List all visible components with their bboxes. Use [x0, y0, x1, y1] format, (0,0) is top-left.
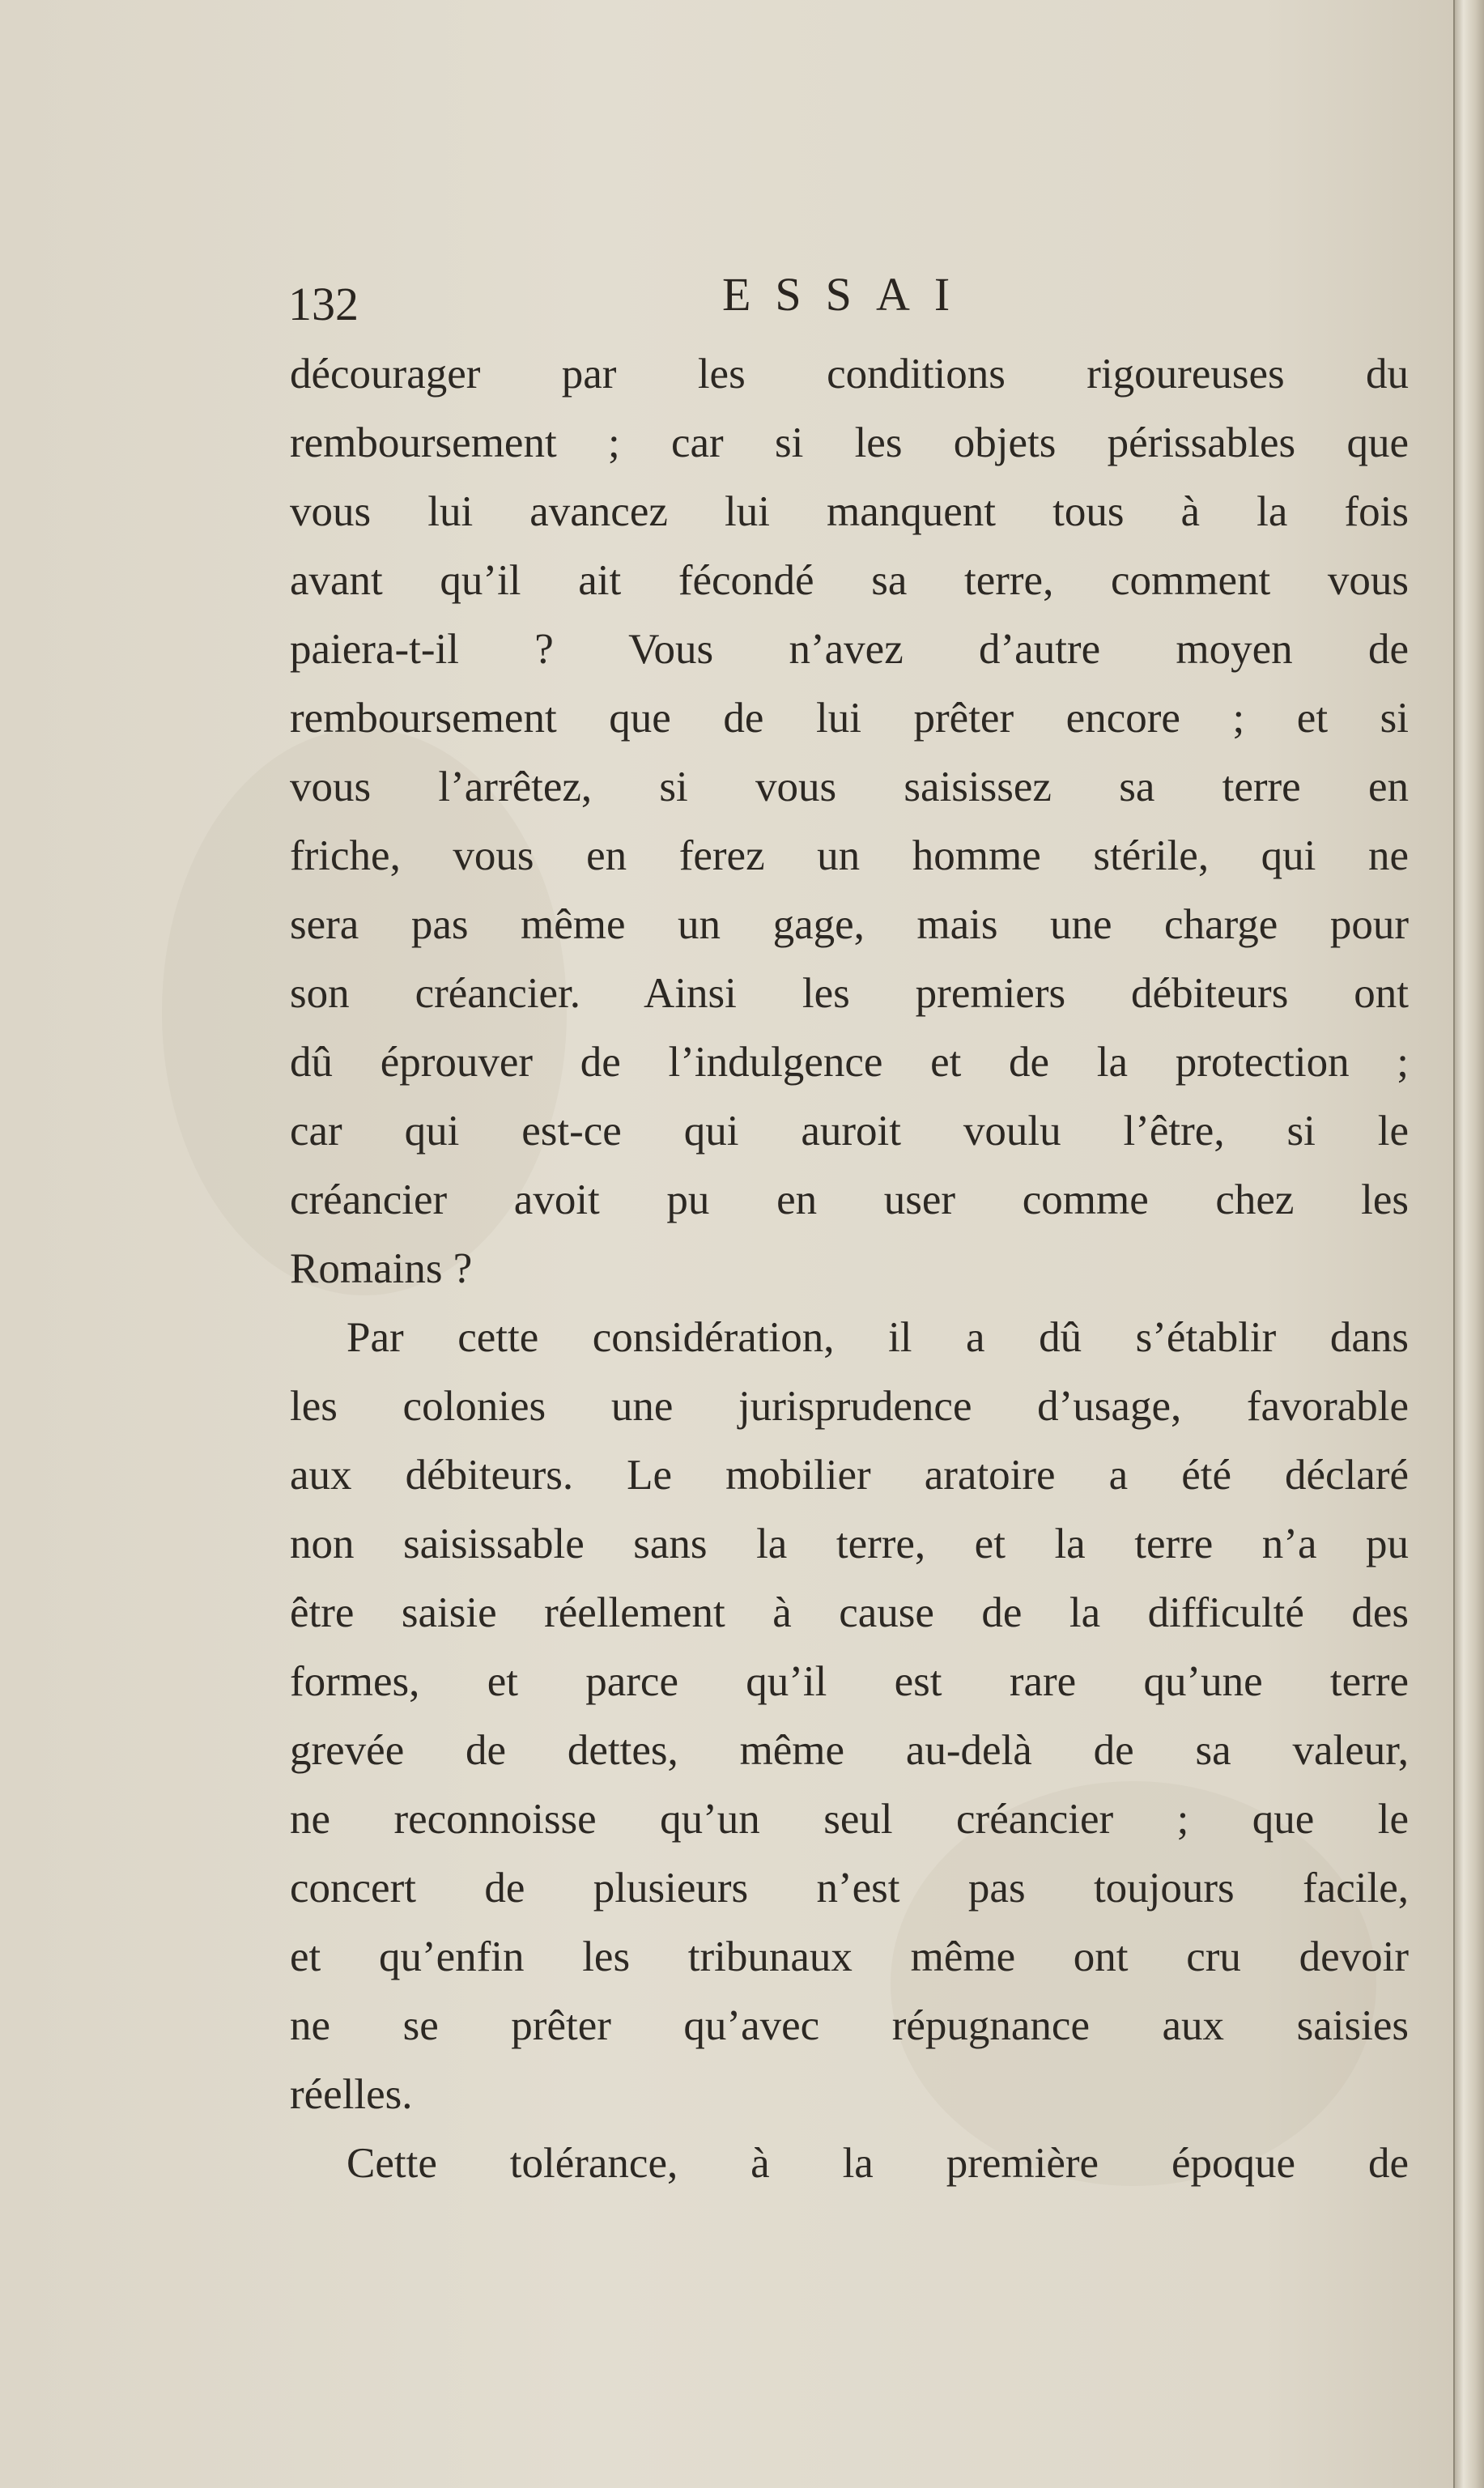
text-line: être saisie réellement à cause de la difficulté des [290, 1589, 1409, 1636]
text-line: et qu’enfin les tribunaux même ont cru devoir [290, 1933, 1409, 1980]
text-line: sera pas même un gage, mais une charge pour [290, 901, 1409, 948]
text-line: vous lui avancez lui manquent tous à la fois [290, 488, 1409, 535]
text-line: car qui est-ce qui auroit voulu l’être, si le [290, 1108, 1409, 1155]
text-line: dû éprouver de l’indulgence et de la protection ; [290, 1039, 1409, 1086]
text-line: Romains ? [290, 1245, 473, 1292]
text-line: friche, vous en ferez un homme stérile, qui ne [290, 832, 1409, 879]
running-head [285, 267, 1410, 340]
page-number: 132 [288, 278, 359, 330]
text-line: grevée de dettes, même au-delà de sa valeur, [290, 1727, 1409, 1774]
text-line: ne reconnoisse qu’un seul créancier ; que le [290, 1796, 1409, 1843]
text-line: avant qu’il ait fécondé sa terre, comment vous [290, 557, 1409, 604]
text-line: les colonies une jurisprudence d’usage, favorable [290, 1383, 1409, 1430]
text-line: vous l’arrêtez, si vous saisissez sa terre en [290, 763, 1409, 810]
text-line: réelles. [290, 2071, 413, 2118]
text-line: Cette tolérance, à la première époque de [347, 2140, 1409, 2187]
text-line: non saisissable sans la terre, et la terre n’a pu [290, 1520, 1409, 1567]
text-line: Par cette considération, il a dû s’établir dans [347, 1314, 1409, 1361]
text-line: décourager par les conditions rigoureuses du [290, 351, 1409, 398]
text-line: remboursement ; car si les objets périssables que [290, 419, 1409, 466]
text-line: remboursement que de lui prêter encore ; et si [290, 695, 1409, 742]
text-line: créancier avoit pu en user comme chez les [290, 1176, 1409, 1223]
running-title: ESSAI [722, 268, 975, 321]
text-line: formes, et parce qu’il est rare qu’une terre [290, 1658, 1409, 1705]
page-edge [1453, 0, 1484, 2488]
text-line: paiera-t-il ? Vous n’avez d’autre moyen de [290, 626, 1409, 673]
body-text [290, 340, 1409, 2198]
text-line: ne se prêter qu’avec répugnance aux saisies [290, 2002, 1409, 2049]
text-line: aux débiteurs. Le mobilier aratoire a été déclaré [290, 1452, 1409, 1499]
text-line: son créancier. Ainsi les premiers débiteurs ont [290, 970, 1409, 1017]
text-line: concert de plusieurs n’est pas toujours facile, [290, 1865, 1409, 1912]
